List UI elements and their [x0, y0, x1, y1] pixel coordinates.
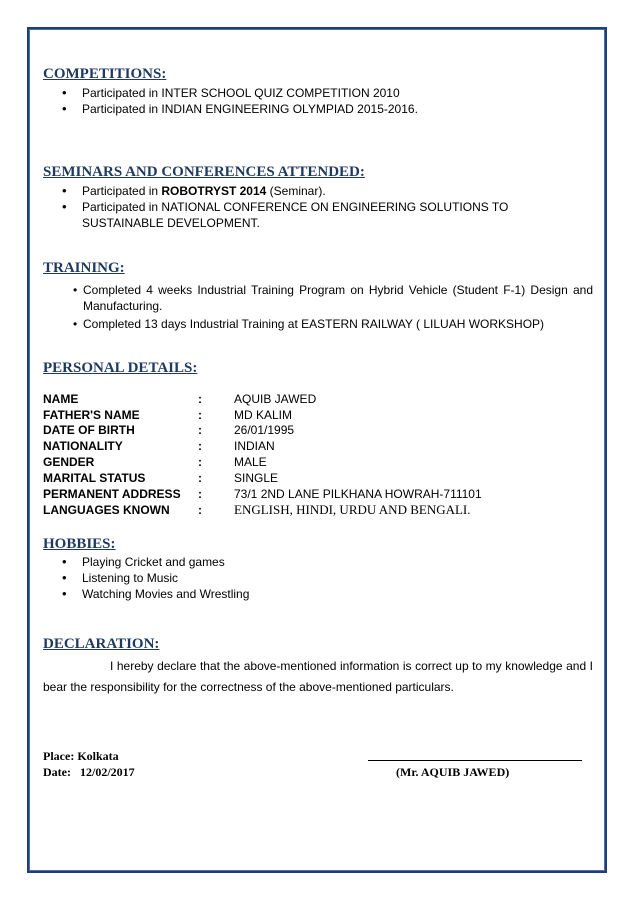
- table-row: [43, 486, 482, 502]
- date-text: Date: 12/02/2017: [43, 765, 135, 779]
- hobbies-heading: HOBBIES:: [43, 536, 116, 552]
- detail-value: ENGLISH, HINDI, URDU AND BENGALI.: [234, 501, 471, 517]
- detail-separator: :: [198, 439, 202, 454]
- list-item: • Completed 13 days Industrial Training at EASTERN RAILWAY ( LILUAH WORKSHOP): [73, 316, 593, 332]
- competitions-heading: COMPETITIONS:: [43, 66, 167, 82]
- detail-separator: :: [198, 470, 202, 485]
- detail-separator: :: [198, 502, 202, 517]
- detail-value: INDIAN: [234, 439, 275, 454]
- detail-separator: :: [198, 423, 202, 438]
- hobbies-list: [62, 554, 249, 602]
- table-row: [43, 423, 482, 439]
- seminars-list: [62, 183, 562, 231]
- table-row: [43, 470, 482, 486]
- detail-value: 26/01/1995: [234, 423, 295, 438]
- competitions-list: [62, 85, 418, 117]
- detail-label: PERMANENT ADDRESS: [43, 486, 181, 501]
- list-item: • Participated in INTER SCHOOL QUIZ COMPETITION 2010: [62, 85, 418, 101]
- table-row: [43, 454, 482, 470]
- detail-label: MARITAL STATUS: [43, 470, 146, 485]
- list-item: • Listening to Music: [62, 570, 249, 586]
- personal-details-table: [43, 391, 482, 518]
- detail-value: 73/1 2ND LANE PILKHANA HOWRAH-711101: [234, 486, 482, 501]
- list-item: • Completed 4 weeks Industrial Training Program on Hybrid Vehicle (Student F-1) Design and Manufacturing.: [73, 282, 593, 314]
- declaration-text: I hereby declare that the above-mentioned information is correct up to my knowledge and I bear the responsibility for the correctness of the above-mentioned particulars.: [43, 659, 593, 694]
- detail-label: DATE OF BIRTH: [43, 423, 135, 438]
- table-row: [43, 391, 482, 407]
- detail-value: SINGLE: [234, 470, 279, 485]
- table-row: [43, 438, 482, 454]
- detail-label: LANGUAGES KNOWN: [43, 502, 170, 517]
- detail-separator: :: [198, 407, 202, 422]
- list-item: • Watching Movies and Wrestling: [62, 586, 249, 602]
- list-item: • Participated in NATIONAL CONFERENCE ON ENGINEERING SOLUTIONS TO SUSTAINABLE DEVELOPMENT.: [62, 199, 562, 231]
- place-text: Place: Kolkata: [43, 749, 119, 763]
- declaration-heading: DECLARATION:: [43, 636, 160, 652]
- training-list: [73, 282, 593, 332]
- detail-separator: :: [198, 391, 202, 406]
- training-heading: TRAINING:: [43, 260, 125, 276]
- detail-label: NATIONALITY: [43, 439, 123, 454]
- detail-label: GENDER: [43, 455, 95, 470]
- table-row: [43, 502, 482, 518]
- seminars-heading: SEMINARS AND CONFERENCES ATTENDED:: [43, 164, 365, 180]
- detail-label: NAME: [43, 391, 79, 406]
- detail-value: AQUIB JAWED: [234, 391, 317, 406]
- signatory-name: (Mr. AQUIB JAWED): [396, 765, 510, 779]
- detail-separator: :: [198, 486, 202, 501]
- detail-value: MD KALIM: [234, 407, 293, 422]
- detail-value: MALE: [234, 455, 267, 470]
- signature-line: [368, 760, 582, 761]
- table-row: [43, 407, 482, 423]
- personal-details-heading: PERSONAL DETAILS:: [43, 360, 198, 376]
- list-item: • Participated in INDIAN ENGINEERING OLYMPIAD 2015-2016.: [62, 101, 418, 117]
- detail-label: FATHER'S NAME: [43, 407, 140, 422]
- detail-separator: :: [198, 455, 202, 470]
- list-item: • Playing Cricket and games: [62, 554, 249, 570]
- list-item: • Participated in ROBOTRYST 2014 (Seminar).: [62, 183, 562, 199]
